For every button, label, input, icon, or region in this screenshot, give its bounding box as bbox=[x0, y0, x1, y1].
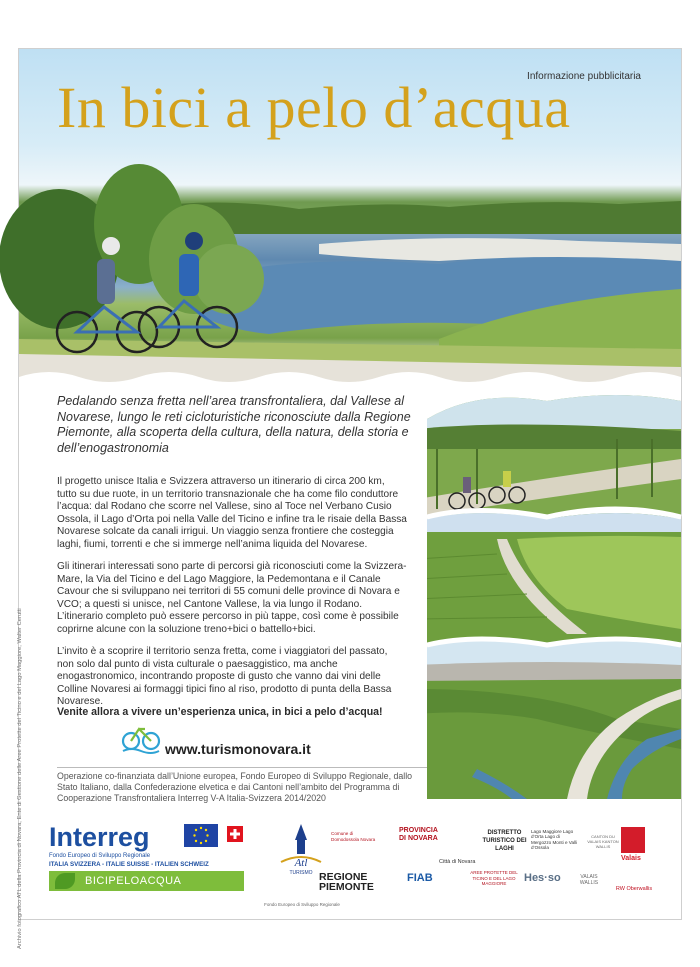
cantone-logo: CANTON DU VALAIS KANTON WALLIS bbox=[587, 834, 619, 849]
interreg-countries: ITALIA SVIZZERA - ITALIE SUISSE - ITALIEN SCHWEIZ bbox=[49, 861, 209, 868]
atl-subtitle: TURISMO bbox=[289, 870, 313, 876]
leaf-icon bbox=[55, 873, 75, 889]
parco-logo: AREE PROTETTE DEL TICINO E DEL LAGO MAGGIORE bbox=[470, 870, 518, 886]
interreg-logo: Interreg bbox=[49, 822, 150, 852]
photo-credit-text: Archivio fotografico ATL della Provincia di Novara, Ente di Gestione delle Aree Protette del Ticino e del Lago Maggiore, Walter Cerutti bbox=[17, 608, 23, 949]
fesr-caption: Fondo Europeo di Sviluppo Regionale bbox=[264, 902, 340, 907]
valais-logo-icon bbox=[621, 827, 645, 853]
oberwallis-logo: RW Oberwallis bbox=[615, 886, 653, 892]
provincia-logo: PROVINCIA DI NOVARA bbox=[399, 827, 438, 842]
interreg-subtitle: Fondo Europeo di Sviluppo Regionale bbox=[49, 853, 151, 859]
page-title: In bici a pelo d’acqua bbox=[57, 75, 571, 140]
advertorial-page bbox=[17, 48, 682, 949]
advertising-label: Informazione pubblicitaria bbox=[527, 71, 641, 82]
hesso-subtitle: VALAIS WALLIS bbox=[579, 874, 599, 886]
distretto-logo: DISTRETTO TURISTICO DEI LAGHI bbox=[482, 830, 527, 852]
atl-novara-logo-icon bbox=[277, 822, 325, 880]
regione-piemonte-logo: REGIONE PIEMONTE bbox=[319, 871, 374, 893]
cofinancing-note: Operazione co-finanziata dall’Unione europea, Fondo Europeo di Sviluppo Regionale, dallo Stato Italiano, dalla Confederazione elvetica e dai Cantoni nell’ambito del Programma di Cooperazione Transfrontaliera Interreg V-A Italia-Svizzera 2014/2020 bbox=[57, 767, 427, 804]
atl-wordmark: Atl bbox=[294, 857, 308, 869]
paragraph-3: L’invito è a scoprire il territorio senza fretta, come i viaggiatori del passato, non solo dal punto di vista culturale o paesaggistico, ma anche enogastronomico, incontrando proposte di gusto che vanno dai vini delle Colline Novaresi ai formaggi tipici fino al riso, prodotto di punta della Bassa Novarese. bbox=[57, 646, 392, 707]
photo-collage bbox=[417, 389, 681, 799]
hero-photo bbox=[19, 49, 681, 389]
intro-text: Pedalando senza fretta nell’area transfrontaliera, dal Vallese al Novarese, lungo le reti cicloturistiche riconosciute dalla Regione Piemonte, alla scoperta della cultura, della natura, della storia e dell’enogastronomia bbox=[57, 394, 411, 455]
fiab-logo: FIAB bbox=[407, 872, 433, 884]
eu-flag-icon bbox=[184, 824, 218, 847]
photo-credit bbox=[17, 534, 30, 954]
hesso-logo: Hes·so bbox=[524, 872, 561, 884]
citta-novara-logo: Città di Novara bbox=[439, 859, 476, 865]
call-to-action: Venite allora a vivere un’esperienza unica, in bici a pelo d’acqua! bbox=[57, 706, 383, 718]
photo-column bbox=[417, 389, 681, 799]
paragraph-1: Il progetto unisce Italia e Svizzera attraverso un itinerario di circa 200 km, tutto su due ruote, in un territorio transnazionale che ha come filo conduttore l’acqua: dal Rodano che scorre nel Vallese, sino al Toce nel Verbano Cusio Ossola, il Lago d’Orta poi nella Valle del Ticino e infine tra le risaie della Bassa Novarese solcate da canali irrigui. Un viaggio senza frontiere che costeggia laghi, fiumi, torrenti e che si immerge nell’anima liquida del Novarese. bbox=[57, 476, 407, 550]
comune-logo: Comune di Domodossola Novara bbox=[331, 831, 376, 842]
bicipeloacqua-label: BICIPELOACQUA bbox=[85, 875, 182, 887]
valais-label: Valais bbox=[621, 855, 641, 862]
swiss-flag-icon bbox=[227, 826, 243, 842]
lakes-logo: Lago Maggiore Lago d’Orta Lago di Mergozzo Monti e Valli d’Ossola bbox=[531, 829, 578, 850]
bicipeloacqua-logo-icon bbox=[119, 721, 163, 759]
partner-logos bbox=[19, 804, 681, 919]
paragraph-2: Gli itinerari interessati sono parte di percorsi già riconosciuti come la Svizzera-Mare, la Via del Ticino e del Lago Maggiore, la Pedemontana e il Canale Cavour che si sviluppano nei territori di 55 comuni delle province di Novara e VCO; a questi si unisce, nel Cantone Vallese, la via lungo il Rodano. L’itinerario completo può essere percorso in più tappe, così come è possibile coprirne alcune con la soluzione treno+bici o battello+bici. bbox=[57, 561, 407, 635]
website-link[interactable]: www.turismonovara.it bbox=[165, 741, 311, 757]
bicipeloacqua-banner bbox=[49, 871, 244, 891]
